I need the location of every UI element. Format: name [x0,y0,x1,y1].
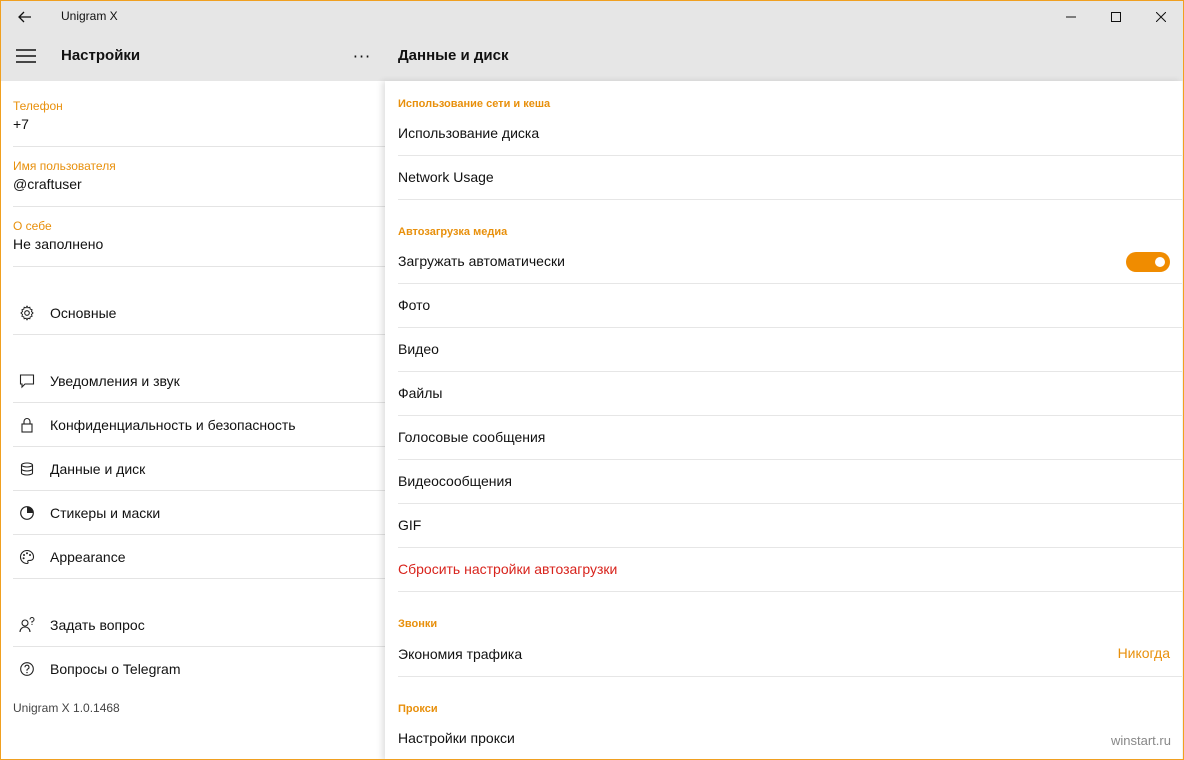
divider [13,334,385,335]
palette-icon [15,545,39,569]
reset-autodownload-row[interactable] [385,548,1182,592]
bio-field[interactable] [13,219,385,252]
back-button[interactable] [9,1,41,33]
nav-item-ask-question[interactable] [1,603,385,647]
settings-pane [1,33,385,760]
files-row[interactable] [385,372,1182,416]
data-storage-header [385,33,1184,81]
more-button[interactable]: ··· [352,46,372,66]
row-label: Видео [398,341,439,357]
settings-title: Настройки [61,47,141,64]
divider [398,591,1182,592]
row-label: Фото [398,297,431,313]
nav-label: Данные и диск [50,461,146,477]
row-label: Экономия трафика [398,646,523,662]
row-label: Настройки прокси [398,730,515,746]
network-usage-row[interactable] [385,156,1182,200]
section-network: Использование сети и кеша [398,98,551,110]
maximize-button[interactable] [1093,1,1139,33]
video-messages-row[interactable] [385,460,1182,504]
title-bar [1,1,1183,33]
reset-autodownload-label: Сбросить настройки автозагрузки [398,561,618,577]
nav-item-notifications[interactable] [1,359,385,403]
divider [13,146,385,147]
toggle-knob [1155,257,1165,267]
nav-label: Уведомления и звук [50,373,180,389]
row-label: Использование диска [398,125,540,141]
close-icon [1156,12,1166,22]
divider [13,266,385,267]
auto-download-toggle[interactable] [1126,252,1170,272]
username-label: Имя пользователя [13,159,116,173]
nav-label: Стикеры и маски [50,505,161,521]
nav-item-privacy[interactable] [1,403,385,447]
username-value: @craftuser [13,176,82,192]
proxy-settings-row[interactable] [385,717,1182,760]
data-saver-row[interactable] [385,633,1182,677]
video-row[interactable] [385,328,1182,372]
nav-item-general[interactable] [1,291,385,335]
app-version: Unigram X 1.0.1468 [13,701,120,715]
divider [398,199,1182,200]
section-autodownload: Автозагрузка медиа [398,226,508,238]
gif-row[interactable] [385,504,1182,548]
minimize-icon [1066,12,1076,22]
row-label: Network Usage [398,169,494,185]
disk-usage-row[interactable] [385,112,1182,156]
sticker-icon [15,501,39,525]
window-title: Unigram X [61,9,118,23]
username-field[interactable] [13,159,385,192]
data-storage-pane [385,33,1184,760]
menu-button[interactable] [11,41,41,71]
data-storage-content [385,81,1182,760]
row-label: Видеосообщения [398,473,512,489]
divider [13,578,385,579]
nav-item-telegram-faq[interactable] [1,647,385,691]
phone-field[interactable] [13,99,385,132]
bio-label: О себе [13,219,52,233]
section-proxy: Прокси [398,703,438,715]
person-question-icon [15,613,39,637]
nav-item-data-storage[interactable] [1,447,385,491]
data-storage-title: Данные и диск [398,47,509,64]
section-calls: Звонки [398,618,438,630]
nav-label: Вопросы о Telegram [50,661,181,677]
lock-icon [15,413,39,437]
phone-label: Телефон [13,99,63,113]
help-icon [15,657,39,681]
minimize-button[interactable] [1048,1,1094,33]
row-label: Загружать автоматически [398,253,565,269]
phone-value: +7 [13,116,29,132]
database-icon [15,457,39,481]
row-label: Файлы [398,385,443,401]
nav-item-appearance[interactable] [1,535,385,579]
nav-label: Конфиденциальность и безопасность [50,417,296,433]
arrow-left-icon [18,11,32,23]
divider [398,676,1182,677]
watermark: winstart.ru [1111,733,1171,748]
nav-item-stickers[interactable] [1,491,385,535]
row-label: Голосовые сообщения [398,429,546,445]
nav-label: Основные [50,305,117,321]
settings-header [1,33,385,81]
bio-value: Не заполнено [13,236,104,252]
auto-download-row[interactable] [385,240,1182,284]
nav-label: Appearance [50,549,126,565]
voice-messages-row[interactable] [385,416,1182,460]
photo-row[interactable] [385,284,1182,328]
chat-bubble-icon [15,369,39,393]
close-button[interactable] [1138,1,1184,33]
row-label: GIF [398,517,422,533]
maximize-icon [1111,12,1121,22]
hamburger-icon [16,49,36,63]
nav-label: Задать вопрос [50,617,145,633]
gear-icon [15,301,39,325]
divider [13,206,385,207]
data-saver-value: Никогда [1117,645,1170,661]
